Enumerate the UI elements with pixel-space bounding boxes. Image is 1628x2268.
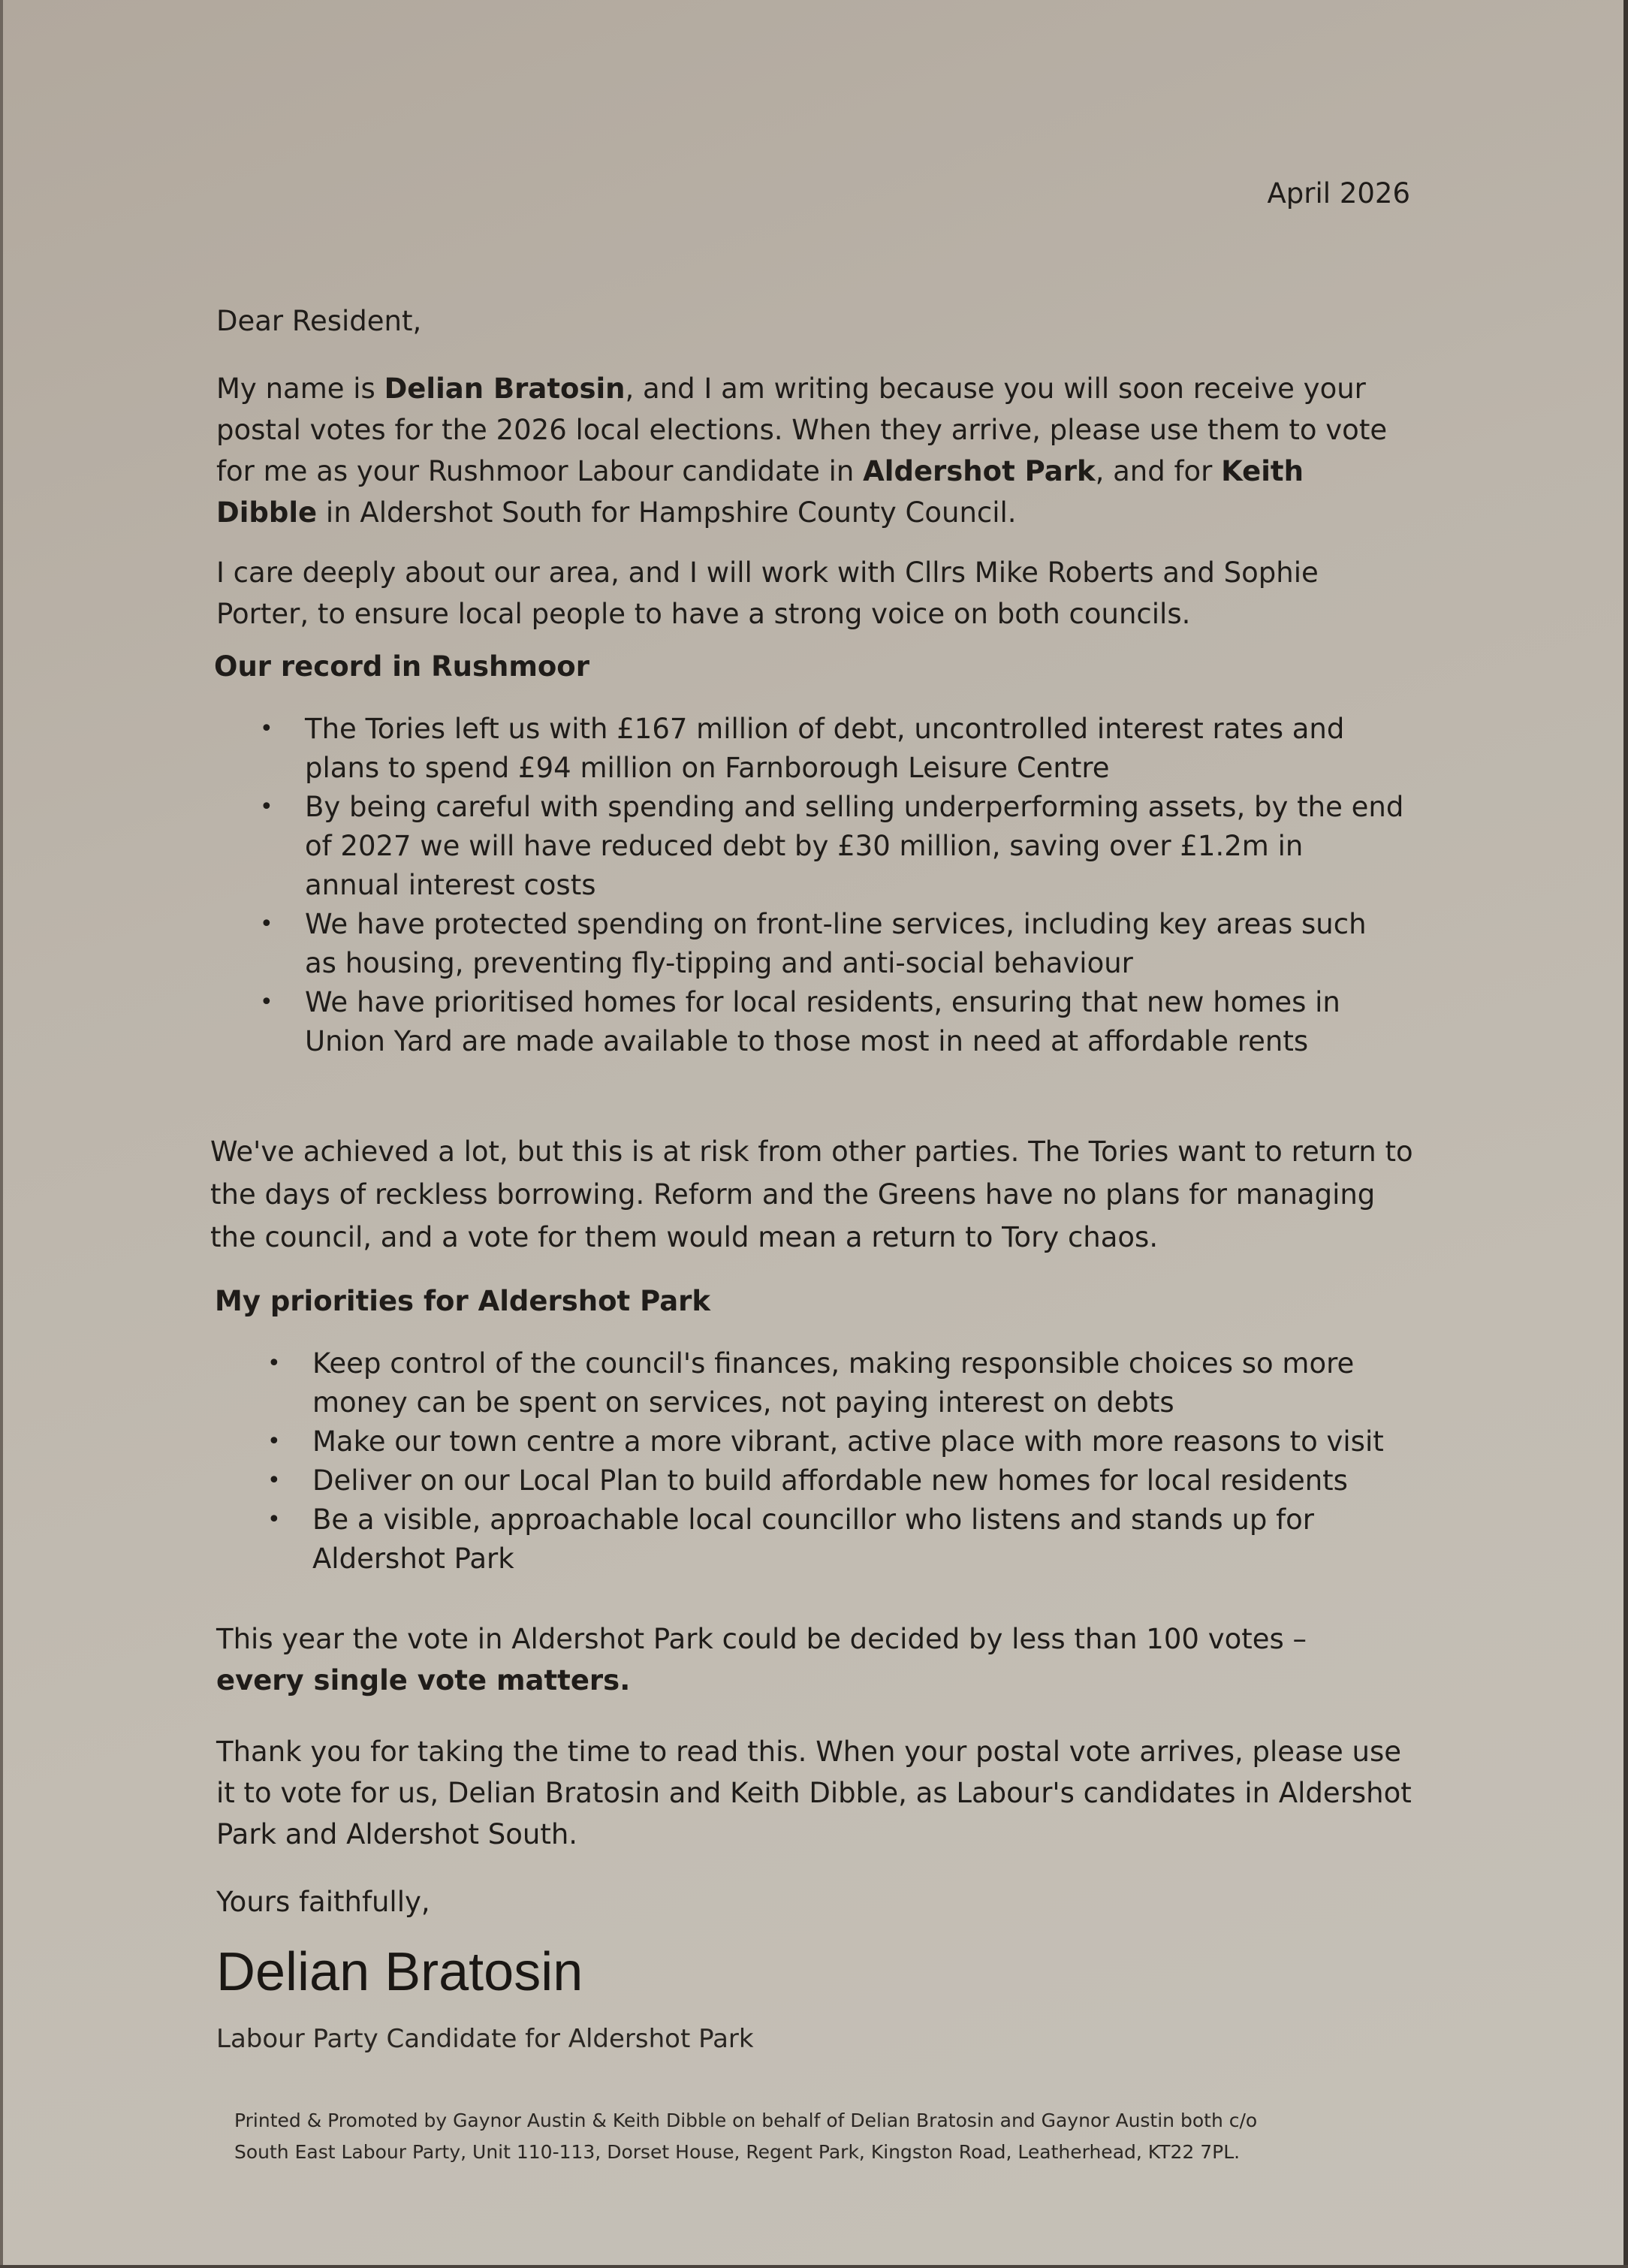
bullet-icon: •: [267, 1506, 281, 1533]
letter-date: April 2026: [1267, 177, 1410, 210]
bullet-icon: •: [260, 794, 273, 820]
bullet-icon: •: [260, 911, 273, 937]
priorities-heading: My priorities for Aldershot Park: [215, 1285, 711, 1317]
record-item-text: We have prioritised homes for local residents, ensuring that new homes in Union Yard are made available to those most in need at affordable rents: [305, 986, 1340, 1057]
record-item: [218, 710, 1404, 788]
every-vote-matters: every single vote matters.: [216, 1664, 631, 1696]
imprint-line-2: South East Labour Party, Unit 110-113, Dorset House, Regent Park, Kingston Road, Leatherhead, KT22 7PL.: [234, 2141, 1241, 2163]
county-candidate-name: Keith Dibble: [216, 455, 1304, 529]
record-heading: Our record in Rushmoor: [214, 650, 589, 683]
imprint: [234, 2105, 1436, 2168]
signature-name: Delian Bratosin: [216, 1942, 583, 2002]
close-vote-paragraph: [216, 1618, 1418, 1701]
bullet-icon: •: [260, 989, 273, 1015]
salutation: Dear Resident,: [216, 305, 422, 337]
priority-item-text: Keep control of the council's finances, making responsible choices so more money can be spent on services, not paying interest on debts: [312, 1347, 1355, 1419]
candidate-name: Delian Bratosin: [384, 372, 626, 405]
intro-text-2: , and I am writing because you will soon receive your postal votes for the 2026 local elections. When they arrive, please use them to vote for me as your Rushmoor Labour candidate in: [216, 372, 1388, 487]
intro-text-1: My name is: [216, 372, 384, 405]
record-list: [218, 710, 1404, 1061]
record-item: [218, 788, 1404, 905]
sign-off: Yours faithfully,: [216, 1886, 430, 1918]
close-vote-text: This year the vote in Aldershot Park could be decided by less than 100 votes –: [216, 1623, 1307, 1655]
intro-paragraph: [216, 368, 1388, 533]
priorities-list: [225, 1344, 1412, 1579]
priority-item: [225, 1344, 1412, 1422]
bullet-icon: •: [267, 1350, 281, 1377]
intro-text-3: , and for: [1095, 455, 1222, 487]
candidate-role: Labour Party Candidate for Aldershot Park: [216, 2024, 754, 2054]
ward-name: Aldershot Park: [863, 455, 1096, 487]
priority-item-text: Deliver on our Local Plan to build affordable new homes for local residents: [312, 1464, 1348, 1497]
priority-item-text: Be a visible, approachable local councillor who listens and stands up for Aldershot Park: [312, 1503, 1314, 1575]
priority-item-text: Make our town centre a more vibrant, active place with more reasons to visit: [312, 1425, 1384, 1458]
priority-item: [225, 1500, 1412, 1579]
record-item-text: By being careful with spending and selling underperforming assets, by the end of 2027 we will have reduced debt by £30 million, saving over £1.2m in annual interest costs: [305, 791, 1404, 901]
intro-text-4: in Aldershot South for Hampshire County Council.: [317, 496, 1017, 529]
record-item: [218, 983, 1404, 1061]
priority-item: [225, 1461, 1412, 1500]
risk-paragraph: We've achieved a lot, but this is at risk from other parties. The Tories want to return to the days of reckless borrowing. Reform and the Greens have no plans for managing the council, and a vote for them would mean a return to Tory chaos.: [210, 1136, 1413, 1253]
record-item-text: The Tories left us with £167 million of debt, uncontrolled interest rates and plans to spend £94 million on Farnborough Leisure Centre: [305, 713, 1345, 784]
paper-edge-left: [0, 0, 3, 2268]
care-paragraph: I care deeply about our area, and I will work with Cllrs Mike Roberts and Sophie Porter, to ensure local people to have a strong voice on both councils.: [216, 556, 1319, 630]
paper-edge-right: [1623, 0, 1628, 2268]
record-item: [218, 905, 1404, 983]
record-item-text: We have protected spending on front-line services, including key areas such as housing, preventing fly-tipping and anti-social behaviour: [305, 908, 1367, 979]
bullet-icon: •: [267, 1467, 281, 1494]
thanks-paragraph: Thank you for taking the time to read this. When your postal vote arrives, please use it to vote for us, Delian Bratosin and Keith Dibble, as Labour's candidates in Aldershot Park and Aldershot South.: [216, 1736, 1412, 1850]
paper-edge-bottom: [0, 2265, 1628, 2268]
imprint-line-1: Printed & Promoted by Gaynor Austin & Keith Dibble on behalf of Delian Bratosin and Gaynor Austin both c/o: [234, 2110, 1258, 2131]
priority-item: [225, 1422, 1412, 1461]
bullet-icon: •: [267, 1428, 281, 1455]
bullet-icon: •: [260, 716, 273, 742]
